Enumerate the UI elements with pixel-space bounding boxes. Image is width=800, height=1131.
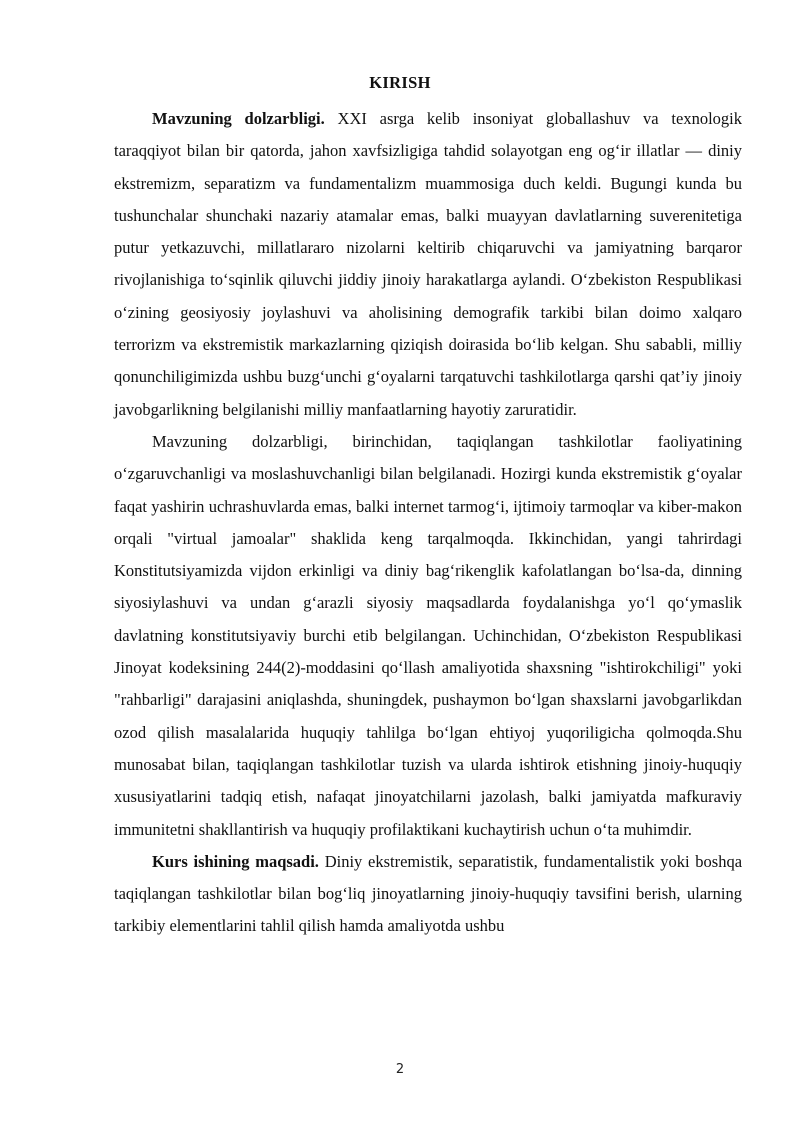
document-body: [114, 103, 742, 943]
paragraph-goal: [114, 846, 742, 943]
paragraph-lead: Kurs ishining maqsadi.: [152, 851, 319, 871]
paragraph-text: Diniy ekstremistik, separatistik, fundamentalistik yoki boshqa taqiqlangan tashkilotlar bilan bog‘liq jinoyatlarning jinoiy-huquqiy tavsifini berish, ularning tarkibiy elementlarini tahlil qilish hamda amaliyotda ushbu: [114, 851, 743, 936]
paragraph-text: Mavzuning dolzarbligi, birinchidan, taqiqlangan tashkilotlar faoliyatining o‘zgaruvchanligi va moslashuvchanligi bilan belgilanadi. Hozirgi kunda ekstremistik g‘oyalar faqat yashirin uchrashuvlarda emas, balki internet tarmog‘i, ijtimoiy tarmoqlar va kiber-makon orqali "virtual jamoalar" shaklida keng tarqalmoqda. Ikkinchidan, yangi tahrirdagi Konstitutsiyamizda vijdon erkinligi va diniy bag‘rikenglik kafolatlangan bo‘lsa-da, dinning siyosiylashuvi va undan g‘arazli siyosiy maqsadlarda foydalanishga yo‘l qo‘ymaslik davlatning konstitutsiyaviy burchi etib belgilangan. Uchinchidan, O‘zbekiston Respublikasi Jinoyat kodeksining 244(2)-moddasini qo‘llash amaliyotida shaxsning "ishtirokchiligi" yoki "rahbarligi" darajasini aniqlashda, shuningdek, pushaymon bo‘lgan shaxslarni javobgarlikdan ozod qilish masalalarida huquqiy tahlilga bo‘lgan ehtiyoj yuqoriligicha qolmoqda.Shu munosabat bilan, taqiqlangan tashkilotlar tuzish va ularda ishtirok etishning jinoiy-huquqiy xususiyatlarini tadqiq etish, nafaqat jinoyatchilarni jazolash, balki jamiyatda mafkuraviy immunitetni shakllantirish va huquqiy profilaktikani kuchaytirish uchun o‘ta muhimdir.: [114, 431, 742, 839]
paragraph-lead: Mavzuning dolzarbligi.: [152, 109, 325, 128]
paragraph-relevance-details: [114, 426, 742, 846]
page-number: 2: [395, 1062, 405, 1077]
page-title: KIRISH: [369, 73, 431, 92]
paragraph-text: XXI asrga kelib insoniyat globallashuv va texnologik taraqqiyot bilan bir qatorda, jahon xavfsizligiga tahdid solayotgan eng og‘ir illatlar — diniy ekstremizm, separatizm va fundamentalizm muammosiga duch keldi. Bugungi kunda bu tushunchalar shunchaki nazariy atamalar emas, balki muayyan davlatlarning suverenitetiga putur yetkazuvchi, millatlararo nizolarni keltirib chiqaruvchi va jamiyatning barqaror rivojlanishiga to‘sqinlik qiluvchi jiddiy jinoiy harakatlarga aylandi. O‘zbekiston Respublikasi o‘zining geosiyosiy joylashuvi va aholisining demografik tarkibi bilan doimo xalqaro terrorizm va ekstremistik markazlarning qiziqish doirasida bo‘lib kelgan. Shu sababli, milliy qonunchiligimizda ushbu buzg‘unchi g‘oyalarni tarqatuvchi tashkilotlarga qarshi qat’iy jinoiy javobgarlikning belgilanishi milliy manfaatlarning hayotiy zaruratidir.: [114, 109, 742, 419]
paragraph-relevance: [114, 103, 742, 426]
